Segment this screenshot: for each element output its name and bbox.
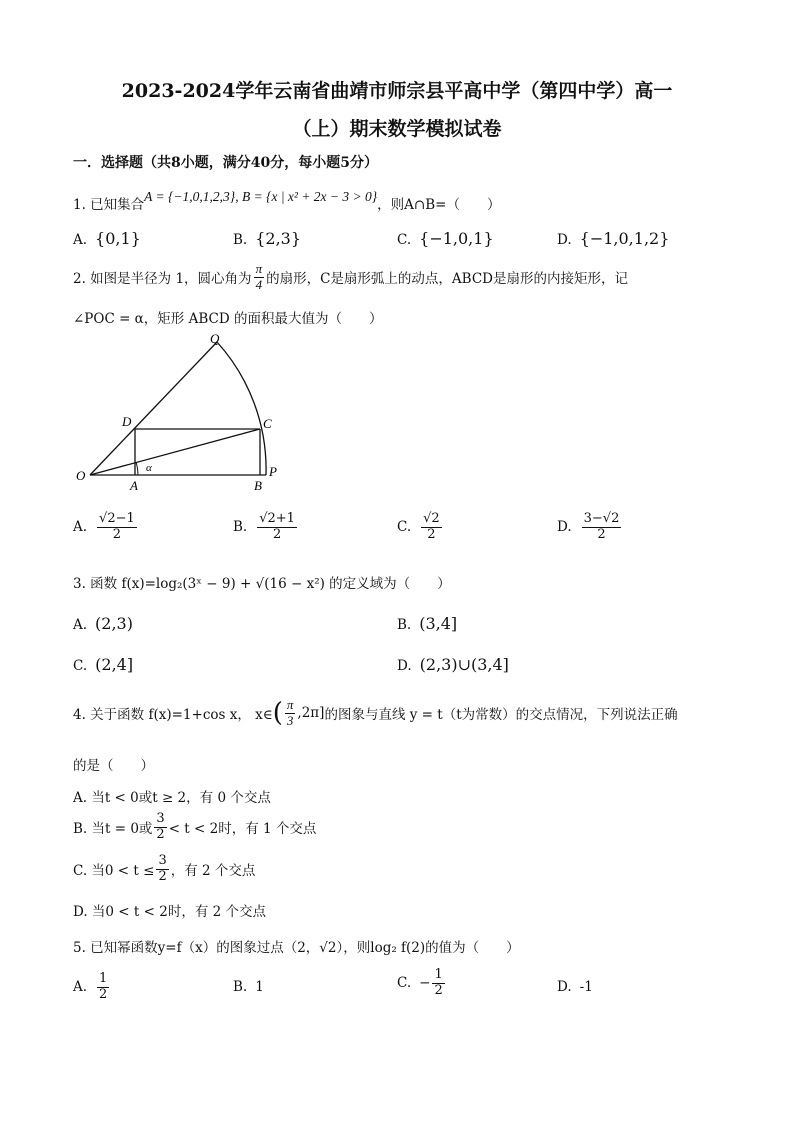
label-alpha: α [146,462,152,474]
exam-title-line1: 2023-2024学年云南省曲靖市师宗县平高中学（第四中学）高一 [121,80,673,102]
option-text: -1 [579,979,593,995]
option-text: {−1,0,1,2} [579,229,670,248]
q2-option-b[interactable] [233,512,299,543]
frac-num: √2 [423,511,440,526]
option-label: D. [557,232,572,248]
q1-suffix: ，则A∩B=（ ） [377,197,501,213]
q2-option-d[interactable] [557,512,623,543]
frac-num: 1 [99,971,108,986]
question-4-stem [73,698,678,729]
segment-oc [90,429,260,475]
option-label: B. [233,979,248,995]
q4-option-b[interactable] [73,812,316,843]
option-fraction [97,512,137,543]
label-b: B [254,478,262,493]
option-label: A. [73,617,88,633]
option-text: {0,1} [95,229,141,248]
q2-part1: 2. 如图是半径为 1，圆心角为 [73,271,252,288]
q1-option-a[interactable] [73,229,141,248]
frac-den: 2 [99,986,108,1002]
frac-den: 2 [158,868,167,884]
q1-sets: A = {−1,0,1,2,3}, B = {x | x² + 2x − 3 > 0} [144,189,378,204]
alpha-arc [136,462,138,475]
frac-num: π [286,697,294,712]
label-d: D [122,414,132,429]
question-5-stem: 5. 已知幂函数y=f（x）的图象过点（2，√2），则log₂ f(2)的值为（ ） [73,940,520,956]
option-text: (2,3) [95,614,133,633]
option-fraction [582,512,622,543]
option-text: B. 当t = 0或 [73,821,153,838]
frac-den: 2 [427,526,436,542]
q3-option-a[interactable] [73,614,133,633]
frac-den: 2 [597,526,606,542]
option-label: B. [233,232,248,248]
option-text: {−1,0,1} [419,229,494,248]
q1-option-c[interactable] [397,229,494,248]
q2-angle-fraction [254,262,265,293]
q2-line2: ∠POC = α，矩形 ABCD 的面积最大值为（ ） [73,311,383,327]
sector-figure [70,330,290,500]
frac-den: 2 [272,526,282,542]
q3-option-b[interactable] [397,614,457,633]
option-label: B. [397,617,412,633]
option-sign: − [419,975,431,992]
option-text: C. 当0 < t ≤ [73,863,155,880]
option-label: A. [73,232,88,248]
q5-option-a[interactable] [73,972,111,1003]
label-c: C [263,416,272,431]
option-label: D. [557,519,572,536]
frac-den: 2 [434,982,443,998]
option-text: (2,4] [95,655,134,674]
q1-option-d[interactable] [557,229,669,248]
option-fraction [421,512,442,543]
frac-den: 2 [112,526,122,542]
option-fraction [257,512,297,543]
q1-prefix: 1. 已知集合 [73,197,145,213]
frac-num: 3 [158,853,167,868]
q2-option-a[interactable] [73,512,139,543]
q5-option-c[interactable] [397,968,447,999]
q4-interval-rest: ,2π] [297,705,325,722]
option-text: ，有 2 个交点 [170,863,256,880]
question-2-stem [73,262,628,293]
radius-oq [90,342,217,475]
frac-den: 3 [286,712,294,728]
option-label: D. [557,979,572,995]
q4-option-d[interactable]: D. 当0 < t < 2时，有 2 个交点 [73,904,266,920]
option-fraction [156,854,168,885]
q2-part2: 的扇形，C是扇形弧上的动点，ABCD是扇形的内接矩形，记 [266,271,628,288]
q4-interval-fraction [285,698,296,729]
q5-option-d[interactable] [557,979,593,995]
q4-part1: 4. 关于函数 f(x)=1+cos x， x∈ [73,707,273,724]
option-fraction [432,968,444,999]
option-fraction [154,812,166,843]
option-fraction [97,972,109,1003]
frac-num: 3−√2 [583,511,620,526]
frac-num: √2+1 [259,511,295,526]
q4-part2: 的图象与直线 y = t（t为常数）的交点情况，下列说法正确 [324,707,678,724]
q4-option-c[interactable] [73,854,255,885]
label-p: P [269,464,277,479]
q1-option-b[interactable] [233,229,301,248]
option-label: C. [73,658,88,674]
q3-option-c[interactable] [73,655,133,674]
exam-title-line2: （上）期末数学模拟试卷 [292,118,502,140]
option-text: 1 [255,979,264,995]
q4-option-a[interactable]: A. 当t < 0或t ≥ 2，有 0 个交点 [73,790,271,806]
frac-num: 1 [434,967,443,982]
label-o: O [76,468,86,483]
question-3-stem: 3. 函数 f(x)=log₂(3ˣ − 9) + √(16 − x²) 的定义域为（ ） [73,576,451,592]
q4-interval-open: ( [272,698,283,729]
option-text: (2,3)∪(3,4] [419,655,509,674]
frac-num: 3 [156,811,165,826]
q5-option-b[interactable] [233,979,264,995]
option-label: C. [397,232,412,248]
option-text: {2,3} [255,229,302,248]
option-text: (3,4] [419,614,458,633]
question-1-stem [73,189,501,213]
option-label: C. [397,519,412,536]
option-label: B. [233,519,248,536]
frac-den: 4 [255,276,263,292]
option-label: A. [73,519,88,536]
frac-num: √2−1 [99,511,135,526]
section-heading: 一．选择题（共8小题，满分40分，每小题5分） [73,155,378,171]
q2-option-c[interactable] [397,512,444,543]
frac-num: π [255,261,263,276]
label-q: Q [210,331,220,346]
option-label: D. [397,658,412,674]
option-text: < t < 2时，有 1 个交点 [168,821,317,838]
q4-line2: 的是（ ） [73,758,154,774]
q3-option-d[interactable] [397,655,509,674]
option-label: A. [73,979,88,996]
label-a: A [130,478,138,493]
sector-arc [217,342,266,475]
frac-den: 2 [156,826,165,842]
option-label: C. [397,975,412,992]
